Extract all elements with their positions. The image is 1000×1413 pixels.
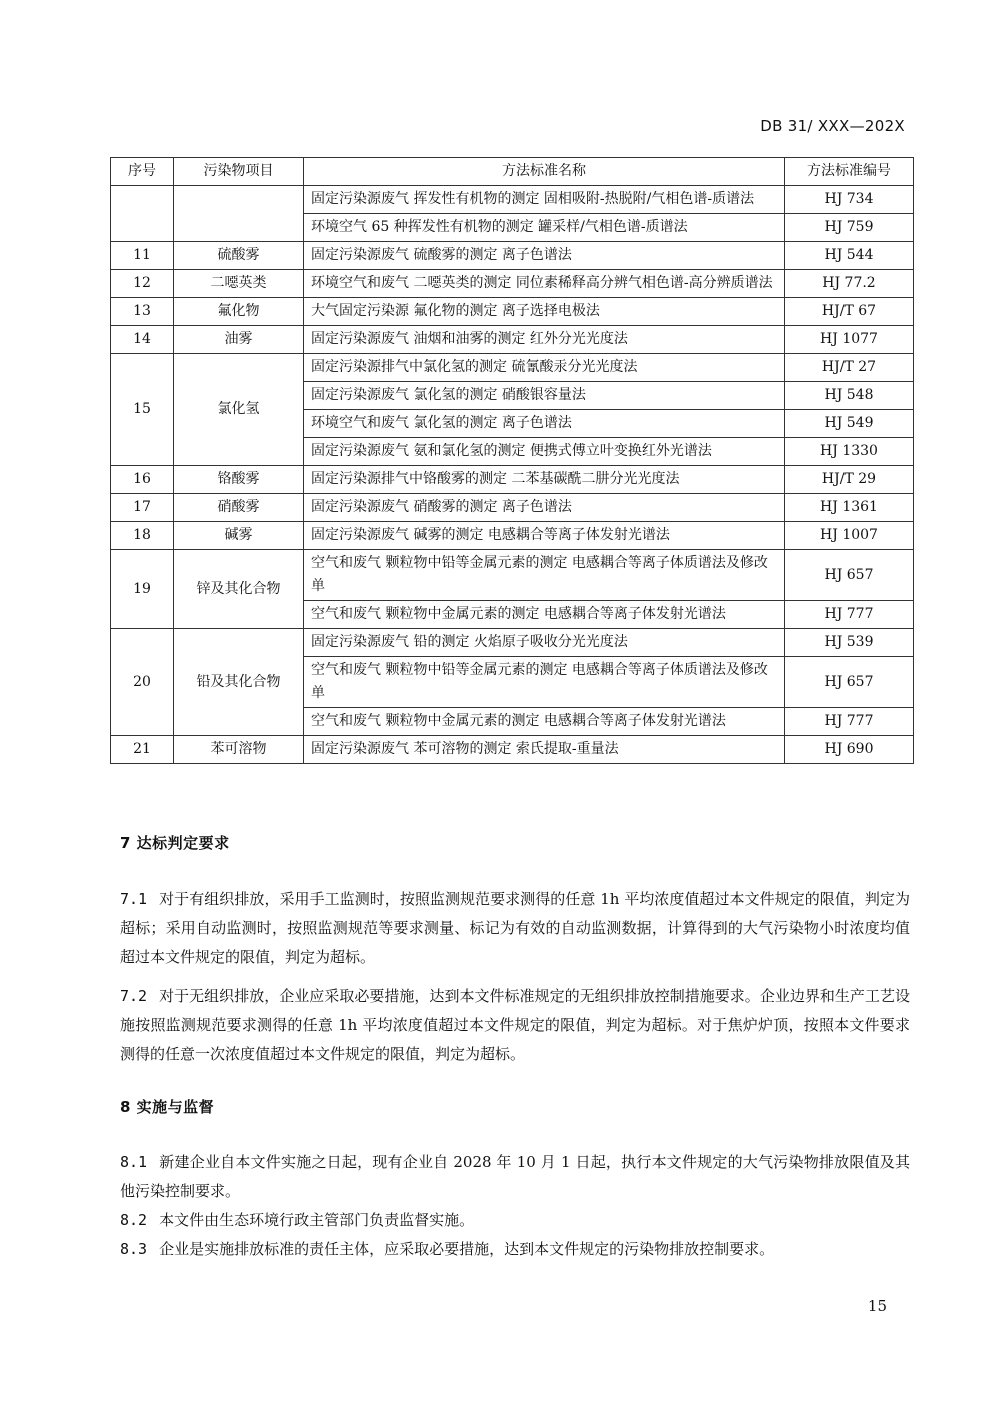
cell-serial-no xyxy=(111,186,174,242)
method-standards-table xyxy=(110,157,914,764)
table-row xyxy=(111,550,914,601)
cell-method-code: HJ/T 67 xyxy=(785,298,914,326)
clause-number: 8.2 xyxy=(120,1211,148,1229)
cell-method-name: 固定污染源废气 铅的测定 火焰原子吸收分光光度法 xyxy=(304,629,785,657)
page-number: 15 xyxy=(867,1297,887,1315)
cell-method-name: 固定污染源废气 氯化氢的测定 硝酸银容量法 xyxy=(304,382,785,410)
cell-method-name: 固定污染源废气 苯可溶物的测定 索氏提取-重量法 xyxy=(304,736,785,764)
cell-pollutant-item: 油雾 xyxy=(174,326,304,354)
cell-method-code: HJ 777 xyxy=(785,708,914,736)
clause-text: 新建企业自本文件实施之日起，现有企业自 2028 年 10 月 1 日起，执行本文件规定的大气污染物排放限值及其他污染控制要求。 xyxy=(120,1153,910,1200)
paragraph-8-3 xyxy=(120,1235,910,1264)
cell-method-name: 环境空气和废气 氯化氢的测定 离子色谱法 xyxy=(304,410,785,438)
cell-method-code: HJ 657 xyxy=(785,657,914,708)
table-row xyxy=(111,522,914,550)
table-row xyxy=(111,326,914,354)
paragraph-7-2 xyxy=(120,982,910,1069)
cell-method-name: 空气和废气 颗粒物中金属元素的测定 电感耦合等离子体发射光谱法 xyxy=(304,601,785,629)
table-row xyxy=(111,242,914,270)
cell-pollutant-item: 铬酸雾 xyxy=(174,466,304,494)
cell-serial-no: 18 xyxy=(111,522,174,550)
paragraph-7-1 xyxy=(120,885,910,972)
cell-method-code: HJ/T 29 xyxy=(785,466,914,494)
table-row xyxy=(111,629,914,657)
paragraph-8-2 xyxy=(120,1206,910,1235)
column-header-method-code: 方法标准编号 xyxy=(785,158,914,186)
clause-text: 对于无组织排放，企业应采取必要措施，达到本文件标准规定的无组织排放控制措施要求。企业边界和生产工艺设施按照监测规范要求测得的任意 1h 平均浓度值超过本文件规定的限值，判定为超标。对于焦炉炉顶，按照本文件要求测得的任意一次浓度值超过本文件规定的限值，判定为超标。 xyxy=(120,987,910,1063)
column-header-method-name: 方法标准名称 xyxy=(304,158,785,186)
cell-method-code: HJ 690 xyxy=(785,736,914,764)
cell-serial-no: 15 xyxy=(111,354,174,466)
clause-number: 7.1 xyxy=(120,890,148,908)
cell-method-name: 固定污染源排气中铬酸雾的测定 二苯基碳酰二肼分光光度法 xyxy=(304,466,785,494)
cell-method-name: 固定污染源废气 碱雾的测定 电感耦合等离子体发射光谱法 xyxy=(304,522,785,550)
cell-method-code: HJ 544 xyxy=(785,242,914,270)
cell-method-code: HJ 77.2 xyxy=(785,270,914,298)
table-row xyxy=(111,736,914,764)
cell-pollutant-item: 锌及其化合物 xyxy=(174,550,304,629)
column-header-item: 污染物项目 xyxy=(174,158,304,186)
cell-method-name: 固定污染源废气 挥发性有机物的测定 固相吸附-热脱附/气相色谱-质谱法 xyxy=(304,186,785,214)
cell-pollutant-item: 碱雾 xyxy=(174,522,304,550)
cell-pollutant-item: 苯可溶物 xyxy=(174,736,304,764)
cell-serial-no: 13 xyxy=(111,298,174,326)
cell-pollutant-item xyxy=(174,186,304,242)
clause-text: 企业是实施排放标准的责任主体，应采取必要措施，达到本文件规定的污染物排放控制要求。 xyxy=(159,1240,775,1258)
cell-method-code: HJ 734 xyxy=(785,186,914,214)
cell-method-code: HJ 548 xyxy=(785,382,914,410)
table-row xyxy=(111,466,914,494)
cell-pollutant-item: 氟化物 xyxy=(174,298,304,326)
cell-method-name: 空气和废气 颗粒物中金属元素的测定 电感耦合等离子体发射光谱法 xyxy=(304,708,785,736)
clause-number: 7.2 xyxy=(120,987,148,1005)
cell-serial-no: 19 xyxy=(111,550,174,629)
cell-pollutant-item: 硝酸雾 xyxy=(174,494,304,522)
table-row xyxy=(111,494,914,522)
column-header-no: 序号 xyxy=(111,158,174,186)
table-row xyxy=(111,186,914,214)
section-7-heading: 7 达标判定要求 xyxy=(120,834,230,852)
cell-pollutant-item: 二噁英类 xyxy=(174,270,304,298)
clause-text: 本文件由生态环境行政主管部门负责监督实施。 xyxy=(159,1211,475,1229)
cell-method-code: HJ/T 27 xyxy=(785,354,914,382)
cell-method-name: 固定污染源废气 油烟和油雾的测定 红外分光光度法 xyxy=(304,326,785,354)
cell-method-code: HJ 1077 xyxy=(785,326,914,354)
cell-serial-no: 20 xyxy=(111,629,174,736)
cell-method-name: 大气固定污染源 氟化物的测定 离子选择电极法 xyxy=(304,298,785,326)
cell-method-name: 固定污染源废气 氨和氯化氢的测定 便携式傅立叶变换红外光谱法 xyxy=(304,438,785,466)
cell-method-code: HJ 1361 xyxy=(785,494,914,522)
cell-method-code: HJ 657 xyxy=(785,550,914,601)
cell-method-code: HJ 549 xyxy=(785,410,914,438)
section-8-heading: 8 实施与监督 xyxy=(120,1098,215,1116)
clause-text: 对于有组织排放，采用手工监测时，按照监测规范要求测得的任意 1h 平均浓度值超过本文件规定的限值，判定为超标；采用自动监测时，按照监测规范等要求测量、标记为有效的自动监测数据，计算得到的大气污染物小时浓度均值超过本文件规定的限值，判定为超标。 xyxy=(120,890,910,966)
cell-method-name: 固定污染源排气中氯化氢的测定 硫氰酸汞分光光度法 xyxy=(304,354,785,382)
cell-method-code: HJ 759 xyxy=(785,214,914,242)
cell-serial-no: 14 xyxy=(111,326,174,354)
cell-method-name: 环境空气和废气 二噁英类的测定 同位素稀释高分辨气相色谱-高分辨质谱法 xyxy=(304,270,785,298)
clause-number: 8.3 xyxy=(120,1240,148,1258)
table-row xyxy=(111,354,914,382)
cell-serial-no: 21 xyxy=(111,736,174,764)
cell-pollutant-item: 铅及其化合物 xyxy=(174,629,304,736)
cell-method-name: 空气和废气 颗粒物中铅等金属元素的测定 电感耦合等离子体质谱法及修改单 xyxy=(304,550,785,601)
document-code: DB 31/ XXX—202X xyxy=(760,117,905,135)
paragraph-8-1 xyxy=(120,1148,910,1206)
table-row xyxy=(111,298,914,326)
cell-serial-no: 11 xyxy=(111,242,174,270)
cell-serial-no: 17 xyxy=(111,494,174,522)
cell-method-name: 固定污染源废气 硫酸雾的测定 离子色谱法 xyxy=(304,242,785,270)
cell-method-code: HJ 539 xyxy=(785,629,914,657)
table-row xyxy=(111,270,914,298)
cell-method-name: 环境空气 65 种挥发性有机物的测定 罐采样/气相色谱-质谱法 xyxy=(304,214,785,242)
table-body xyxy=(111,186,914,764)
cell-pollutant-item: 氯化氢 xyxy=(174,354,304,466)
clause-number: 8.1 xyxy=(120,1153,148,1171)
cell-method-name: 固定污染源废气 硝酸雾的测定 离子色谱法 xyxy=(304,494,785,522)
cell-serial-no: 16 xyxy=(111,466,174,494)
cell-method-code: HJ 1007 xyxy=(785,522,914,550)
cell-method-code: HJ 777 xyxy=(785,601,914,629)
table-header-row xyxy=(111,158,914,186)
cell-serial-no: 12 xyxy=(111,270,174,298)
cell-method-code: HJ 1330 xyxy=(785,438,914,466)
cell-method-name: 空气和废气 颗粒物中铅等金属元素的测定 电感耦合等离子体质谱法及修改单 xyxy=(304,657,785,708)
cell-pollutant-item: 硫酸雾 xyxy=(174,242,304,270)
